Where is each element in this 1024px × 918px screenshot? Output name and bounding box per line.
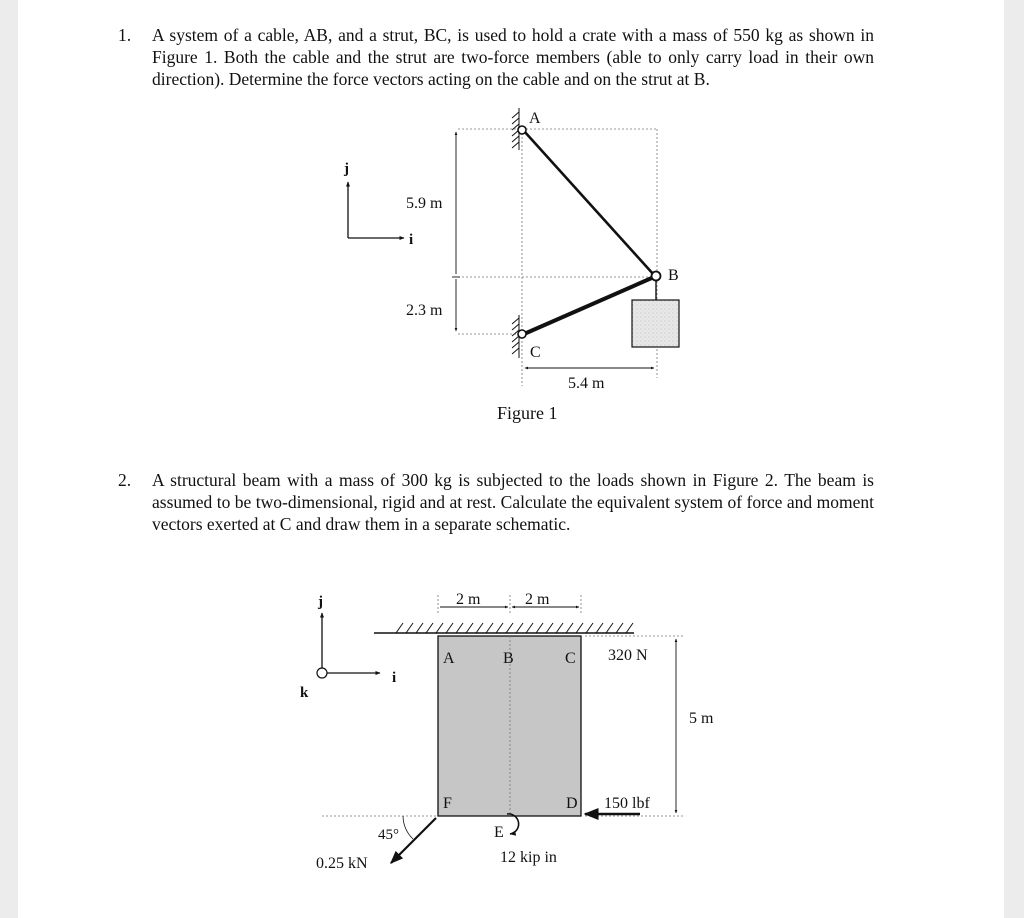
ceiling-support [374, 623, 634, 633]
problem-number: 2. [118, 470, 132, 490]
label-c: C [530, 344, 541, 361]
axis-k-label: k [300, 685, 309, 701]
moment-12kipin [500, 814, 557, 866]
axis-j-label: j [344, 161, 349, 177]
force-0-25kn-label: 0.25 kN [316, 855, 368, 872]
axis-triad-1 [343, 161, 413, 248]
pin-a [518, 126, 526, 134]
force-320n-label: 320 N [608, 647, 648, 664]
force-150lbf [585, 795, 650, 814]
dim-2-3m: 2.3 m [406, 302, 443, 319]
axis-j-label: j [318, 594, 323, 610]
axis-i-label: i [392, 670, 397, 686]
force-320n [608, 647, 648, 664]
crate [632, 300, 679, 347]
horizontal-dimension [525, 368, 654, 392]
pin-c [518, 330, 526, 338]
label-b: B [668, 267, 679, 284]
dim-5m: 5 m [689, 710, 714, 727]
dim-5-4m: 5.4 m [568, 375, 605, 392]
label-d: D [566, 795, 578, 812]
label-e: E [494, 824, 504, 841]
problem-number: 1. [118, 25, 132, 45]
pin-b [652, 272, 661, 281]
cable-ab [524, 131, 654, 275]
label-f: F [443, 795, 452, 812]
figure-1-caption: Figure 1 [497, 403, 558, 423]
height-dimension [585, 636, 714, 816]
axis-triad-2 [300, 594, 396, 701]
axis-i-label: i [409, 232, 414, 248]
label-a: A [443, 650, 455, 667]
problem-text: A system of a cable, AB, and a strut, BC, is used to hold a crate with a mass of 550 kg as shown in Figure 1. Both the cable and the strut are two-force members (able to only carry load in their own direction). Determine the force vectors acting on the cable and on the strut at B. [152, 25, 874, 89]
angle-45-label: 45° [378, 827, 399, 843]
label-b: B [503, 650, 514, 667]
force-150lbf-label: 150 lbf [604, 795, 650, 812]
top-dimensions [438, 591, 581, 615]
dim-2m-ab: 2 m [456, 591, 481, 608]
force-0-25kn [316, 816, 436, 872]
dim-2m-bc: 2 m [525, 591, 550, 608]
moment-label: 12 kip in [500, 849, 557, 866]
dim-5-9m: 5.9 m [406, 195, 443, 212]
label-c: C [565, 650, 576, 667]
figure-1 [343, 108, 679, 423]
figure-2 [300, 591, 714, 872]
label-a: A [529, 110, 541, 127]
problem-text: A structural beam with a mass of 300 kg is subjected to the loads shown in Figure 2. The beam is assumed to be two-dimensional, rigid and at rest. Calculate the equivalent system of force and moment vectors exerted at C and draw them in a separate schematic. [152, 470, 874, 534]
vertical-dimension [406, 132, 460, 331]
